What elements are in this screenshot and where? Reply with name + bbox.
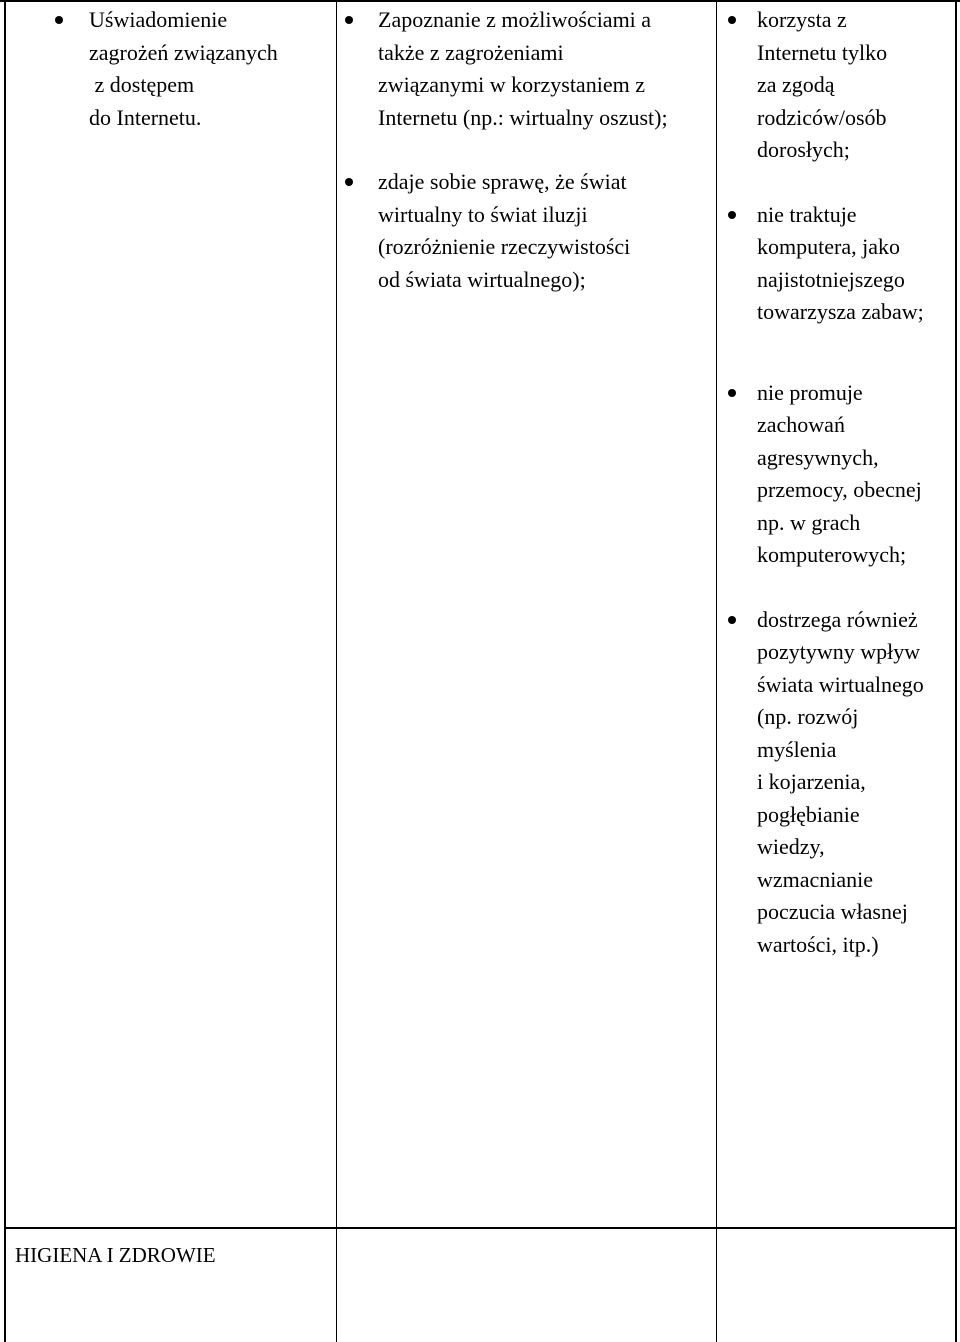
text-line: poczucia własnej <box>757 899 908 924</box>
text-line: Internetu (np.: wirtualny oszust); <box>378 104 668 130</box>
text-line: wartości, itp.) <box>757 931 879 957</box>
list-item <box>345 166 710 296</box>
text-line: wzmacnianie <box>757 866 874 892</box>
text-line: Uświadomienie <box>89 7 228 32</box>
text-line: korzysta z <box>757 7 847 32</box>
list-item <box>55 4 325 134</box>
text-line: komputerowych; <box>757 542 907 567</box>
bullet-icon <box>728 16 736 24</box>
text-line: do Internetu. <box>89 104 202 130</box>
list-item-text <box>345 166 710 296</box>
text-line: wirtualny to świat iluzji <box>378 201 588 227</box>
bullet-icon <box>728 616 736 624</box>
bullet-icon <box>345 16 353 24</box>
text-line: (np. rozwój <box>757 704 859 729</box>
list-item-text <box>728 4 960 167</box>
list-item-text <box>55 4 325 134</box>
bullet-icon <box>55 16 63 24</box>
list-item-text <box>728 199 960 329</box>
table-left-border <box>4 0 6 1342</box>
text-line: zdaje sobie sprawę, że świat <box>378 169 627 194</box>
list-item-text <box>345 4 710 134</box>
list-item <box>345 4 710 134</box>
table-top-rule <box>0 0 960 2</box>
text-line: nie traktuje <box>757 201 857 227</box>
text-line: towarzysza zabaw; <box>757 299 924 324</box>
section-title: HIGIENA I ZDROWIE <box>15 1243 216 1267</box>
text-line: pozytywny wpływ <box>757 639 921 664</box>
text-line: Zapoznanie z możliwościami a <box>378 7 652 32</box>
text-line: z dostępem <box>89 72 195 97</box>
text-line: nie promuje <box>757 379 863 405</box>
text-line: zachowań <box>757 412 845 437</box>
text-line: najistotniejszego <box>757 266 905 292</box>
outcomes-list <box>728 4 960 961</box>
text-line: za zgodą <box>757 72 835 97</box>
list-item <box>728 377 960 572</box>
goal-list <box>55 4 325 134</box>
column-divider-2 <box>716 0 717 1342</box>
text-line: wiedzy, <box>757 834 825 859</box>
text-line: zagrożeń związanych <box>89 39 278 65</box>
bullet-icon <box>728 211 736 219</box>
text-line: komputera, jako <box>757 234 900 259</box>
content-list <box>345 4 710 296</box>
text-line: myślenia <box>757 736 837 762</box>
text-line: (rozróżnienie rzeczywistości <box>378 234 631 259</box>
text-line: i kojarzenia, <box>757 769 866 794</box>
text-line: np. w grach <box>757 509 861 535</box>
text-line: od świata wirtualnego); <box>378 266 586 292</box>
text-line: także z zagrożeniami <box>378 39 564 65</box>
text-line: świata wirtualnego <box>757 671 924 697</box>
text-line: agresywnych, <box>757 444 879 470</box>
column-divider-1 <box>336 0 337 1342</box>
content-cell <box>345 4 710 296</box>
text-line: dorosłych; <box>757 137 850 162</box>
row-divider <box>4 1227 957 1229</box>
list-item <box>728 4 960 167</box>
text-line: związanymi w korzystaniem z <box>378 72 645 97</box>
text-line: Internetu tylko <box>757 39 888 65</box>
list-item-text <box>728 377 960 572</box>
text-line: pogłębianie <box>757 801 860 827</box>
text-line: rodziców/osób <box>757 104 887 130</box>
goal-cell <box>55 4 325 134</box>
text-line: dostrzega również <box>757 606 918 632</box>
list-item <box>728 199 960 329</box>
outcomes-cell <box>728 4 960 961</box>
text-line: przemocy, obecnej <box>757 477 922 502</box>
list-item-text <box>728 604 960 962</box>
bullet-icon <box>345 178 353 186</box>
list-item <box>728 604 960 962</box>
bullet-icon <box>728 389 736 397</box>
